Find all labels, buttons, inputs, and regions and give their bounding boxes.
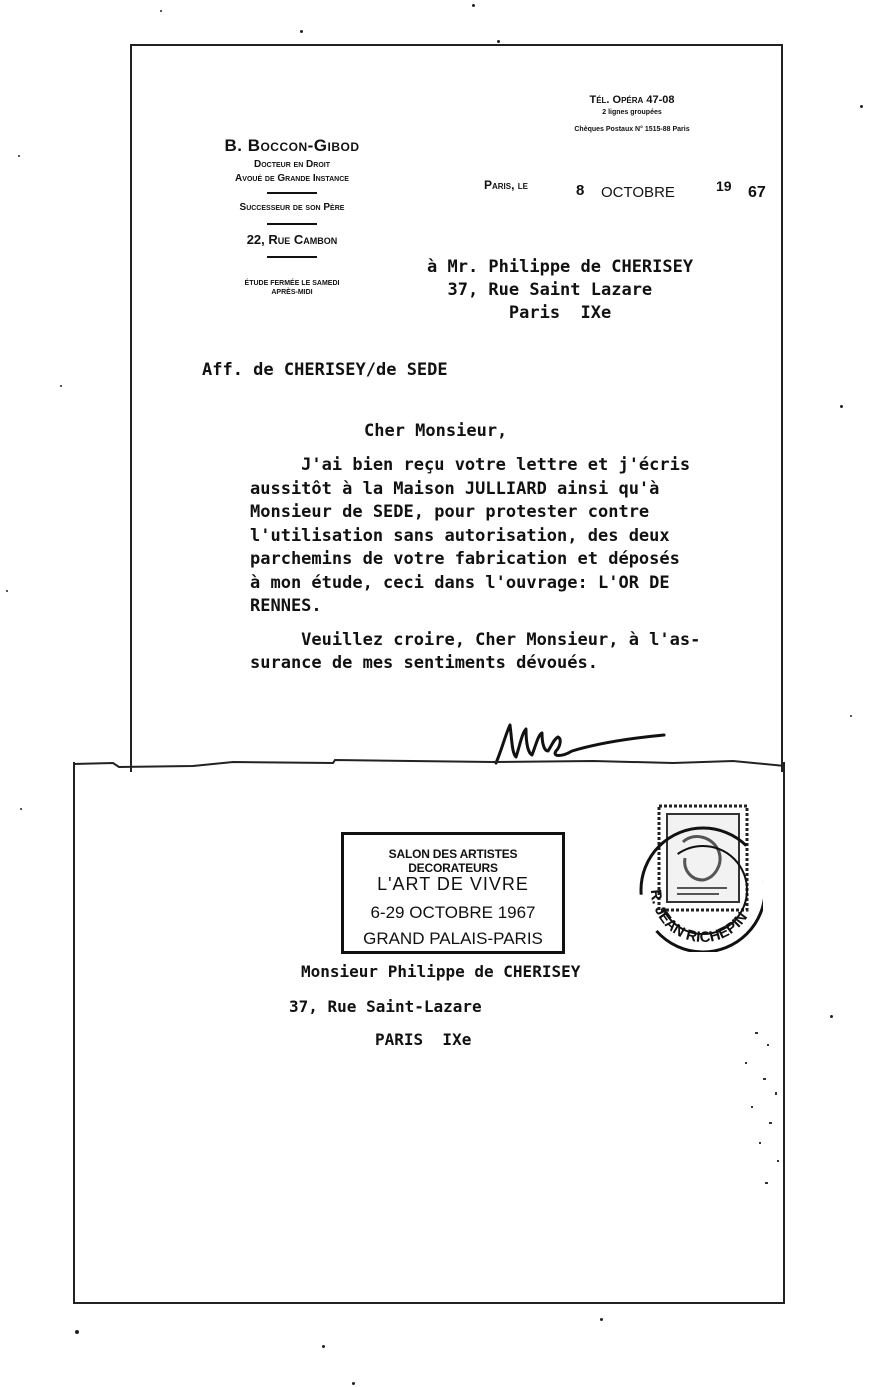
telephone-note: 2 lignes groupées <box>602 109 662 116</box>
envelope-address-line: PARIS IXe <box>375 1030 472 1049</box>
photocopy-noise <box>705 1022 785 1202</box>
date-year: 67 <box>748 184 766 201</box>
recipient-line: 37, Rue Saint Lazare <box>427 280 653 300</box>
body-line: Monsieur de SEDE, pour protester contre <box>250 502 650 522</box>
telephone-line: Tél. Opéra 47-08 <box>589 94 675 106</box>
recipient-block <box>427 256 693 325</box>
recipient-line: Paris IXe <box>427 303 612 323</box>
letter-sheet <box>130 44 783 772</box>
flamme-line: SALON DES ARTISTES DECORATEURS <box>388 847 518 875</box>
body-line: parchemins de votre fabrication et déposés <box>250 549 680 569</box>
body-line: RENNES. <box>250 596 322 616</box>
recipient-line: à Mr. Philippe de CHERISEY <box>427 257 694 277</box>
reference-line: Aff. de CHERISEY/de SEDE <box>202 360 448 380</box>
letter-body <box>250 454 700 676</box>
letterhead-address: 22, Rue Cambon <box>246 232 338 247</box>
flamme-cancellation <box>341 832 565 954</box>
body-line: l'utilisation sans autorisation, des deux <box>250 525 670 546</box>
letterhead-rule <box>267 223 317 225</box>
letterhead-profession: Avoué de Grande Instance <box>235 173 349 184</box>
letterhead-successor: Successeur de son Père <box>239 202 345 213</box>
date-century: 19 <box>716 178 732 194</box>
letterhead-rule <box>267 256 317 258</box>
flamme-line: L'ART DE VIVRE <box>377 874 529 894</box>
letterhead-closed-notice: ÉTUDE FERMÉE LE SAMEDI <box>244 280 340 287</box>
envelope-address-line: 37, Rue Saint-Lazare <box>289 997 482 1016</box>
postmark-stamp-icon <box>623 792 763 952</box>
letterhead-title: Docteur en Droit <box>254 159 330 170</box>
letterhead-rule <box>267 192 317 194</box>
body-line: Veuillez croire, Cher Monsieur, à l'as- <box>250 629 701 650</box>
flamme-line: 6-29 OCTOBRE 1967 <box>370 903 536 922</box>
letterhead-closed-notice-2: APRÈS-MIDI <box>271 289 313 296</box>
flamme-line: GRAND PALAIS-PARIS <box>363 929 543 948</box>
envelope-address-line: Monsieur Philippe de CHERISEY <box>301 962 581 981</box>
date-month: OCTOBRE <box>601 184 675 201</box>
body-line <box>250 619 700 629</box>
postal-account: Chèques Postaux N° 1515-88 Paris <box>574 126 690 133</box>
date-city: Paris, le <box>484 178 529 192</box>
envelope <box>73 762 785 1304</box>
date-day: 8 <box>576 182 585 199</box>
body-line: aussitôt à la Maison JULLIARD ainsi qu'à <box>250 478 660 499</box>
letterhead-name: B. Boccon-Gibod <box>224 136 360 155</box>
body-line: à mon étude, ceci dans l'ouvrage: L'OR DE <box>250 572 670 593</box>
postmark-text: R. JEAN RICHEPIN <box>646 888 752 947</box>
body-line: surance de mes sentiments dévoués. <box>250 653 598 673</box>
body-line: J'ai bien reçu votre lettre et j'écris <box>250 455 691 475</box>
salutation: Cher Monsieur, <box>364 421 508 441</box>
